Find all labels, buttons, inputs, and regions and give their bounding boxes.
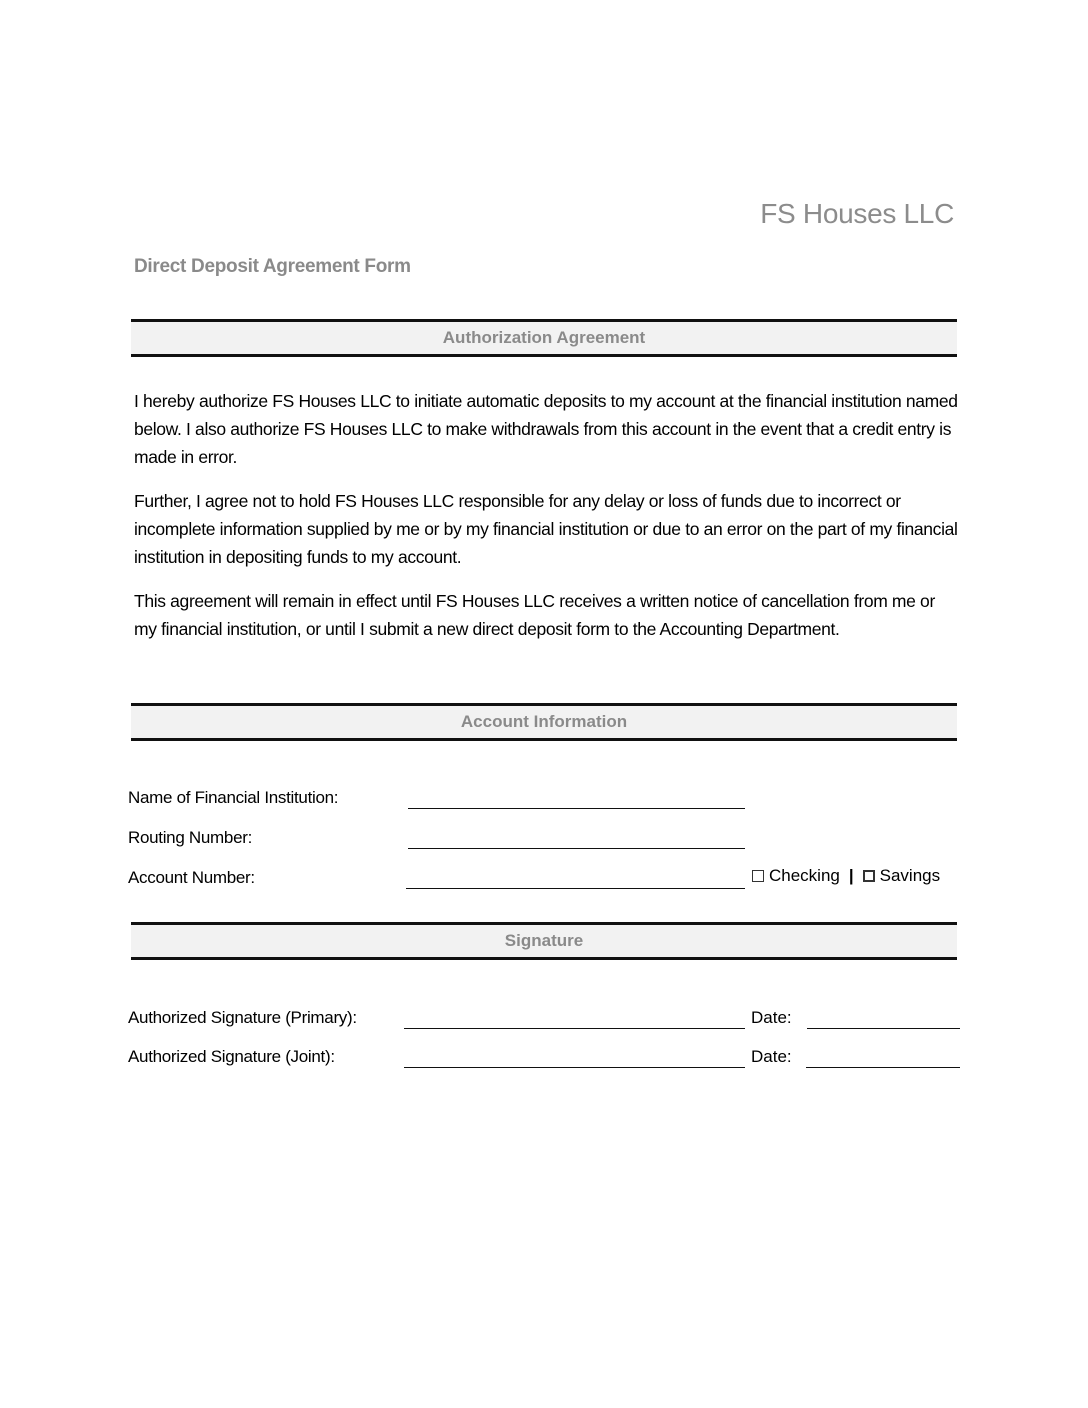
section-header-signature: Signature <box>131 922 957 960</box>
checking-checkbox[interactable] <box>752 870 764 882</box>
company-name: FS Houses LLC <box>760 198 954 229</box>
primary-signature-field[interactable] <box>404 1028 745 1029</box>
account-field[interactable] <box>406 888 745 889</box>
section-header-authorization: Authorization Agreement <box>131 319 957 357</box>
primary-signature-label: Authorized Signature (Primary): <box>128 1008 357 1027</box>
duration-paragraph: This agreement will remain in effect until FS Houses LLC receives a written notice of cancellation from me or my financial institution, or until I submit a new direct deposit form to the Accounting Department. <box>134 591 935 639</box>
section-header-account: Account Information <box>131 703 957 741</box>
authorization-paragraph: I hereby authorize FS Houses LLC to initiate automatic deposits to my account at the financial institution named below. I also authorize FS Houses LLC to make withdrawals from this account in the event that a credit entry is made in error. <box>134 391 958 467</box>
account-label: Account Number: <box>128 868 255 887</box>
primary-date-field[interactable] <box>807 1028 960 1029</box>
joint-date-field[interactable] <box>806 1067 960 1068</box>
routing-field[interactable] <box>408 848 745 849</box>
savings-label: Savings <box>879 866 941 885</box>
joint-signature-label: Authorized Signature (Joint): <box>128 1047 335 1066</box>
savings-checkbox[interactable] <box>863 870 875 882</box>
institution-field[interactable] <box>408 808 745 809</box>
form-title: Direct Deposit Agreement Form <box>134 256 411 277</box>
liability-paragraph: Further, I agree not to hold FS Houses LLC responsible for any delay or loss of funds due to incorrect or incomplete information supplied by me or by my financial institution or due to an error on the part of my financial institution in depositing funds to my account. <box>134 491 958 567</box>
primary-date-label: Date: <box>751 1008 792 1027</box>
joint-date-label: Date: <box>751 1047 792 1066</box>
institution-label: Name of Financial Institution: <box>128 788 339 807</box>
account-type-options <box>752 866 940 886</box>
account-type-separator: | <box>848 866 854 885</box>
joint-signature-field[interactable] <box>404 1067 745 1068</box>
routing-label: Routing Number: <box>128 828 253 847</box>
checking-label: Checking <box>769 866 840 885</box>
